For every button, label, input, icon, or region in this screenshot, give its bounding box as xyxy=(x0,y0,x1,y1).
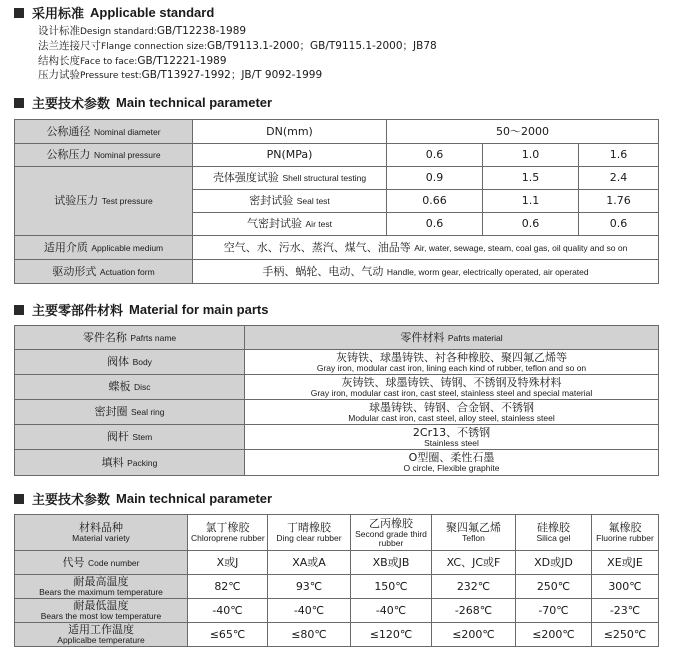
medium-label: 适用介质 Applicable medium xyxy=(15,236,193,260)
value-cell: -40℃ xyxy=(351,599,432,623)
part-name: 阀体 Body xyxy=(15,350,245,375)
value-cell: ≤200℃ xyxy=(432,623,516,647)
table-row xyxy=(15,236,659,260)
table-row xyxy=(15,515,659,551)
seal-test-label: 密封试验 Seal test xyxy=(193,190,387,213)
value-cell: 0.66 xyxy=(387,190,483,213)
material-column-header: 氯丁橡胶 Chloroprene rubber xyxy=(188,515,268,551)
value-cell: -70℃ xyxy=(516,599,592,623)
material-variety-header: 材料品种 Material variety xyxy=(15,515,188,551)
nominal-pressure-label: 公称压力 Nominal pressure xyxy=(15,144,193,167)
part-name: 填料 Packing xyxy=(15,450,245,476)
part-material: 灰铸铁、球墨铸铁、衬各种橡胶、聚四氟乙烯等 Gray iron, modular cast iron, lining each kind of rubber, teflon and so on xyxy=(245,350,659,375)
table-row xyxy=(15,551,659,575)
value-cell: ≤200℃ xyxy=(516,623,592,647)
value-cell: 82℃ xyxy=(188,575,268,599)
value-cell: 1.6 xyxy=(579,144,659,167)
unit-cell: DN(mm) xyxy=(193,120,387,144)
max-temp-label: 耐最高温度 Bears the maximum temperature xyxy=(15,575,188,599)
part-material: 球墨铸铁、铸钢、合金钢、不锈钢 Modular cast iron, cast steel, alloy steel, stainless steel xyxy=(245,400,659,425)
value-cell: 250℃ xyxy=(516,575,592,599)
bullet-square-icon xyxy=(14,8,24,18)
section-title-technical: 主要技术参数 Main technical parameter xyxy=(14,93,272,112)
technical-parameter-table xyxy=(14,119,659,284)
value-cell: -40℃ xyxy=(188,599,268,623)
value-cell: 93℃ xyxy=(268,575,351,599)
value-cell: 0.6 xyxy=(483,213,579,236)
value-cell: 232℃ xyxy=(432,575,516,599)
value-cell: 0.6 xyxy=(579,213,659,236)
table-row xyxy=(15,450,659,476)
table-row xyxy=(15,599,659,623)
value-cell: XB或JB xyxy=(351,551,432,575)
table-row xyxy=(15,144,659,167)
value-cell: X或J xyxy=(188,551,268,575)
table-row xyxy=(15,400,659,425)
standard-face-to-face: 结构长度Face to face:GB/T12221-1989 xyxy=(38,55,227,67)
value-cell: XA或A xyxy=(268,551,351,575)
part-material: O型圈、柔性石墨 O circle, Flexible graphite xyxy=(245,450,659,476)
table-row xyxy=(15,120,659,144)
table-row xyxy=(15,623,659,647)
value-cell: -40℃ xyxy=(268,599,351,623)
value-cell: 0.6 xyxy=(387,144,483,167)
bullet-square-icon xyxy=(14,305,24,315)
material-column-header: 聚四氟乙烯 Teflon xyxy=(432,515,516,551)
value-cell: XC、JC或F xyxy=(432,551,516,575)
value-cell: -23℃ xyxy=(592,599,659,623)
value-cell: ≤120℃ xyxy=(351,623,432,647)
material-column-header: 硅橡胶 Silica gel xyxy=(516,515,592,551)
part-name: 蝶板 Disc xyxy=(15,375,245,400)
bullet-square-icon xyxy=(14,494,24,504)
table-row xyxy=(15,350,659,375)
value-cell: 1.5 xyxy=(483,167,579,190)
parts-material-header: 零件材料 Pafrts material xyxy=(245,326,659,350)
air-test-label: 气密封试验 Air test xyxy=(193,213,387,236)
bullet-square-icon xyxy=(14,98,24,108)
section-title-materials: 主要零部件材料 Material for main parts xyxy=(14,300,268,319)
min-temp-label: 耐最低温度 Bears the most low temperature xyxy=(15,599,188,623)
standard-flange: 法兰连接尺寸Flange connection size:GB/T9113.1-2000；GB/T9115.1-2000；JB78 xyxy=(38,40,437,52)
materials-table xyxy=(14,325,659,476)
table-row xyxy=(15,575,659,599)
value-cell: XD或JD xyxy=(516,551,592,575)
value-cell: 150℃ xyxy=(351,575,432,599)
working-temp-label: 适用工作温度 Applicalbe temperature xyxy=(15,623,188,647)
table-row xyxy=(15,326,659,350)
value-cell: 1.0 xyxy=(483,144,579,167)
shell-test-label: 壳体强度试验 Shell structural testing xyxy=(193,167,387,190)
medium-value: 空气、水、污水、蒸汽、煤气、油品等 Air, water, sewage, steam, coal gas, oil quality and so on xyxy=(193,236,659,260)
value-cell: 0.9 xyxy=(387,167,483,190)
standard-design: 设计标准Design standard:GB/T12238-1989 xyxy=(38,25,247,37)
material-column-header: 丁晴橡胶 Ding clear rubber xyxy=(268,515,351,551)
table-row xyxy=(15,167,659,190)
value-cell: -268℃ xyxy=(432,599,516,623)
standard-pressure-test: 压力试验Pressure test:GB/T13927-1992；JB/T 9092-1999 xyxy=(38,69,323,81)
rubber-material-table xyxy=(14,514,659,647)
material-column-header: 乙丙橡胶 Second grade third rubber xyxy=(351,515,432,551)
table-row xyxy=(15,260,659,284)
value-cell: 1.1 xyxy=(483,190,579,213)
actuation-value: 手柄、蜗轮、电动、气动 Handle, worm gear, electrically operated, air operated xyxy=(193,260,659,284)
unit-cell: PN(MPa) xyxy=(193,144,387,167)
value-cell: XE或JE xyxy=(592,551,659,575)
part-name: 阀杆 Stem xyxy=(15,425,245,450)
part-material: 2Cr13、不锈钢 Stainless steel xyxy=(245,425,659,450)
value-cell: ≤65℃ xyxy=(188,623,268,647)
value-cell: ≤250℃ xyxy=(592,623,659,647)
value-cell: 50～2000 xyxy=(387,120,659,144)
value-cell: 2.4 xyxy=(579,167,659,190)
value-cell: 300℃ xyxy=(592,575,659,599)
code-label: 代号 Code number xyxy=(15,551,188,575)
parts-name-header: 零件名称 Pafrts name xyxy=(15,326,245,350)
section-title-standard: 采用标准 Applicable standard xyxy=(14,3,214,22)
nominal-diameter-label: 公称通径 Nominal diameter xyxy=(15,120,193,144)
part-material: 灰铸铁、球墨铸铁、铸钢、不锈钢及特殊材料 Gray iron, modular cast iron, cast steel, stainless steel and special material xyxy=(245,375,659,400)
table-row xyxy=(15,425,659,450)
section-title-rubber: 主要技术参数 Main technical parameter xyxy=(14,489,272,508)
value-cell: 1.76 xyxy=(579,190,659,213)
material-column-header: 氟橡胶 Fluorine rubber xyxy=(592,515,659,551)
value-cell: ≤80℃ xyxy=(268,623,351,647)
test-pressure-label: 试验压力 Test pressure xyxy=(15,167,193,236)
table-row xyxy=(15,375,659,400)
part-name: 密封圈 Seal ring xyxy=(15,400,245,425)
actuation-label: 驱动形式 Actuation form xyxy=(15,260,193,284)
value-cell: 0.6 xyxy=(387,213,483,236)
